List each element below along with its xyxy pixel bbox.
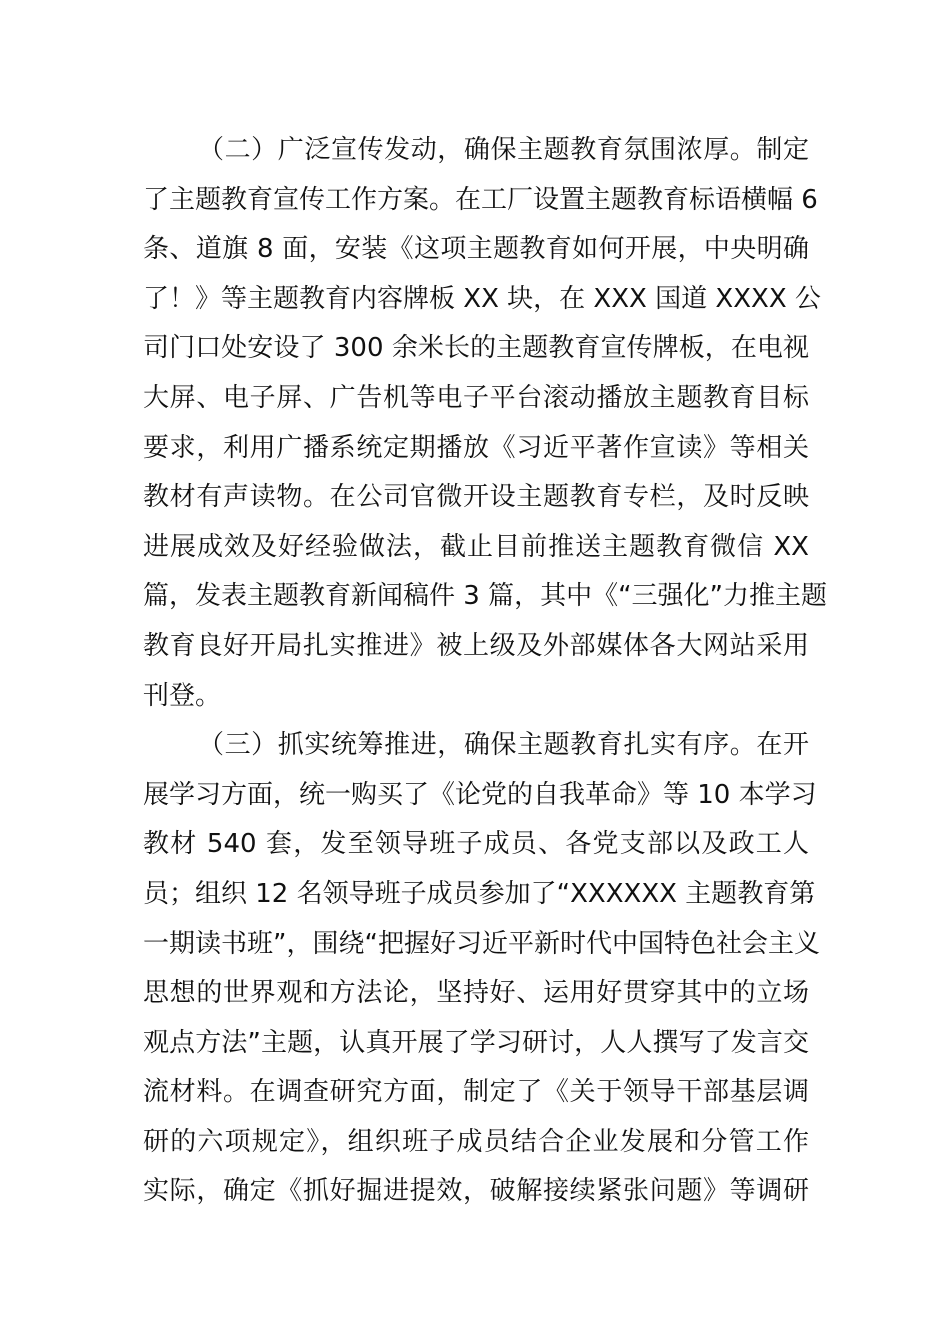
paragraph-publicity	[143, 126, 828, 721]
paragraph-line: （三）抓实统筹推进，确保主题教育扎实有序。在开	[198, 730, 809, 761]
paragraph-line: 条、道旗 8 面，安装《这项主题教育如何开展，中央明确	[143, 234, 809, 265]
paragraph-line: 展学习方面，统一购买了《论党的自我革命》等 10 本学习	[143, 779, 817, 810]
paragraph-line: （二）广泛宣传发动，确保主题教育氛围浓厚。制定	[198, 135, 809, 165]
document-body	[143, 126, 828, 1217]
paragraph-line: 教育良好开局扎实推进》被上级及外部媒体各大网站采用	[143, 630, 809, 661]
paragraph-line: 了主题教育宣传工作方案。在工厂设置主题教育标语横幅 6	[143, 184, 818, 215]
paragraph-line: 研的六项规定》，组织班子成员结合企业发展和分管工作	[143, 1126, 809, 1157]
paragraph-line: 进展成效及好经验做法，截止目前推送主题教育微信 XX	[143, 531, 809, 562]
paragraph-line: 要求，利用广播系统定期播放《习近平著作宣读》等相关	[143, 432, 809, 463]
paragraph-line: 篇，发表主题教育新闻稿件 3 篇，其中《“三强化”力推主题	[143, 581, 828, 612]
paragraph-coordination	[143, 721, 820, 1217]
paragraph-line: 教材 540 套，发至领导班子成员、各党支部以及政工人	[143, 829, 809, 860]
paragraph-line: 观点方法”主题，认真开展了学习研讨，人人撰写了发言交	[143, 1027, 809, 1058]
paragraph-line: 实际，确定《抓好掘进提效，破解接续紧张问题》等调研	[143, 1176, 809, 1207]
paragraph-line: 教材有声读物。在公司官微开设主题教育专栏，及时反映	[143, 482, 809, 513]
paragraph-line: 流材料。在调查研究方面，制定了《关于领导干部基层调	[143, 1077, 809, 1108]
paragraph-line: 思想的世界观和方法论，坚持好、运用好贯穿其中的立场	[143, 978, 809, 1009]
paragraph-line: 刊登。	[143, 680, 222, 711]
paragraph-line: 大屏、电子屏、广告机等电子平台滚动播放主题教育目标	[143, 382, 809, 413]
paragraph-line: 司门口处安设了 300 余米长的主题教育宣传牌板，在电视	[143, 333, 809, 364]
paragraph-line: 员；组织 12 名领导班子成员参加了“XXXXXX 主题教育第	[143, 878, 816, 909]
paragraph-line: 一期读书班”，围绕“把握好习近平新时代中国特色社会主义	[143, 928, 820, 959]
paragraph-line: 了！》等主题教育内容牌板 XX 块，在 XXX 国道 XXXX 公	[143, 283, 821, 314]
